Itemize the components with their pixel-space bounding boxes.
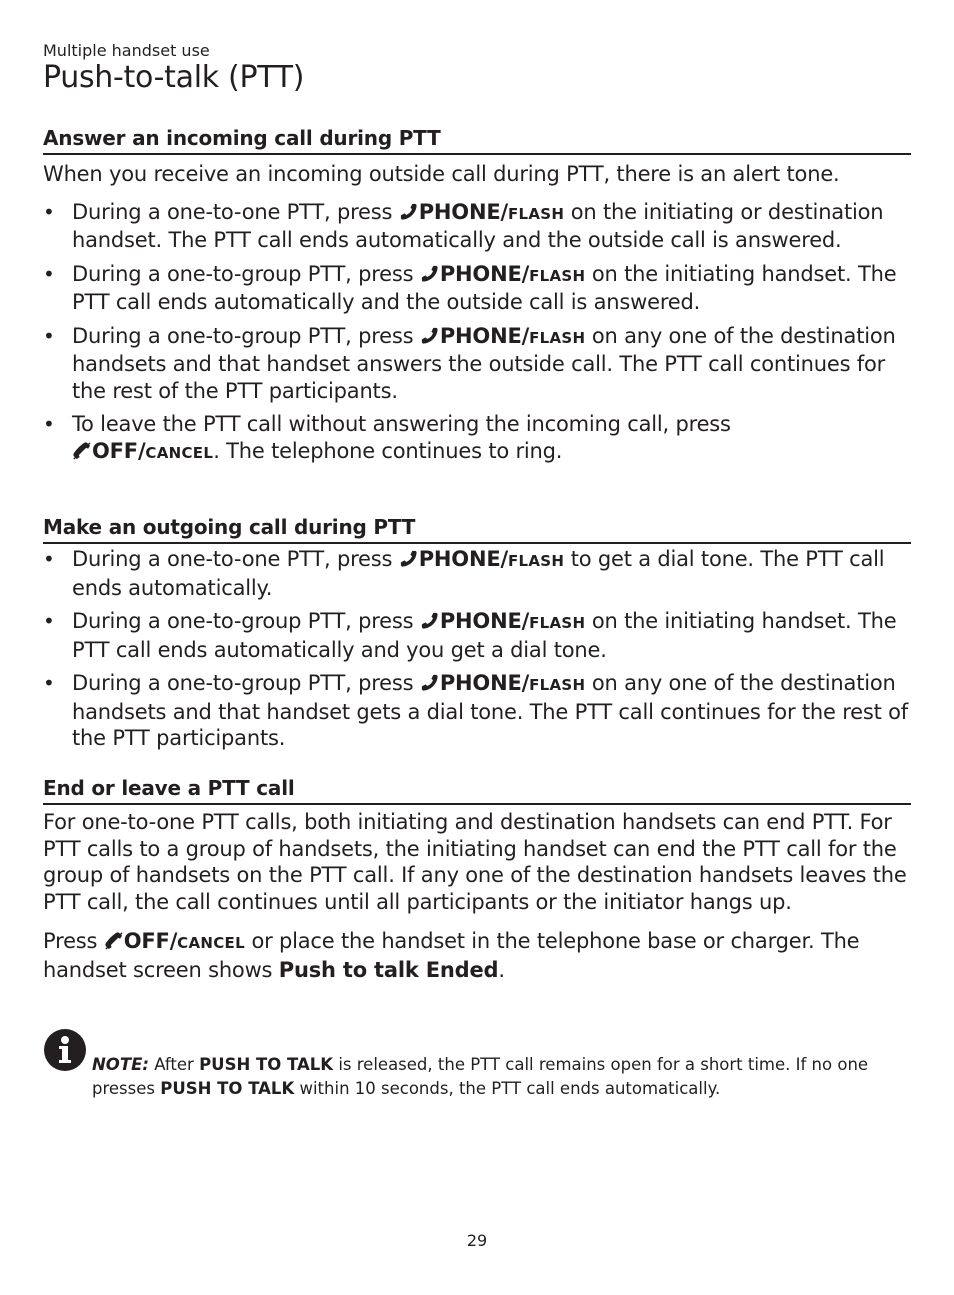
section-heading: Make an outgoing call during PTT	[43, 515, 911, 544]
phone-flash-key: PHONE/FLASH	[420, 609, 586, 633]
item-text: During a one-to-group PTT, press	[72, 671, 420, 695]
section-heading: End or leave a PTT call	[43, 776, 911, 805]
list-item	[43, 199, 911, 254]
key-name: PUSH TO TALK	[160, 1079, 295, 1098]
page-title: Push-to-talk (PTT)	[43, 60, 305, 95]
phone-flash-key: PHONE/FLASH	[399, 200, 565, 224]
item-text: During a one-to-one PTT, press	[72, 547, 399, 571]
phone-flash-key: PHONE/FLASH	[399, 547, 565, 571]
item-text: During a one-to-one PTT, press	[72, 199, 399, 224]
section-make-outgoing	[43, 515, 911, 759]
bullet-list	[43, 546, 911, 752]
list-item	[43, 670, 911, 752]
phone-icon	[420, 673, 439, 692]
item-text: to get a dial tone. The PTT call ends automatically.	[72, 547, 885, 600]
note-text: NOTE: After PUSH TO TALK is released, the PTT call remains open for a short time. If no one presses PUSH TO TALK within 10 seconds, the PTT call ends automatically.	[92, 1055, 869, 1098]
off-cancel-key: OFF/CANCEL	[72, 439, 213, 463]
item-text: on the initiating handset. The PTT call ends automatically and the outside call is answered.	[72, 261, 897, 314]
phone-icon	[420, 326, 439, 345]
section-heading: Answer an incoming call during PTT	[43, 126, 911, 155]
phone-flash-key: PHONE/FLASH	[420, 671, 586, 695]
item-text: on the initiating handset. The PTT call ends automatically and you get a dial tone.	[72, 609, 897, 662]
hang-up-icon	[72, 441, 91, 460]
info-icon	[43, 1028, 89, 1074]
section-intro: When you receive an incoming outside call during PTT, there is an alert tone.	[43, 162, 840, 186]
phone-icon	[420, 611, 439, 630]
page-number: 29	[466, 1231, 488, 1250]
section-paragraph: Press OFF/CANCEL or place the handset in the telephone base or charger. The handset screen shows Push to talk Ended.	[43, 929, 860, 982]
phone-icon	[399, 549, 418, 568]
off-cancel-key: OFF/CANCEL	[104, 929, 245, 953]
item-text: on any one of the destination handsets and that handset gets a dial tone. The PTT call continues for the rest of the PTT participants.	[72, 671, 908, 750]
phone-flash-key: PHONE/FLASH	[420, 262, 586, 286]
list-item	[43, 411, 911, 466]
item-text: on the initiating or destination handset. The PTT call ends automatically and the outside call is answered.	[72, 199, 884, 252]
item-text: During a one-to-group PTT, press	[72, 609, 420, 633]
phone-icon	[399, 202, 418, 221]
list-item	[43, 546, 911, 601]
phone-icon	[420, 264, 439, 283]
bullet-list	[43, 199, 911, 467]
section-answer-incoming	[43, 126, 911, 473]
item-text: During a one-to-group PTT, press	[72, 261, 420, 286]
hang-up-icon	[104, 931, 123, 950]
list-item	[43, 608, 911, 663]
item-text: To leave the PTT call without answering the incoming call, press	[72, 412, 731, 436]
item-text: on any one of the destination handsets and that handset answers the outside call. The PTT call continues for the rest of the PTT participants.	[72, 323, 896, 403]
item-text: During a one-to-group PTT, press	[72, 323, 420, 348]
section-end-call	[43, 776, 911, 983]
item-text: . The telephone continues to ring.	[213, 438, 563, 463]
phone-flash-key: PHONE/FLASH	[420, 324, 586, 348]
key-name: PUSH TO TALK	[199, 1055, 334, 1074]
section-paragraph: For one-to-one PTT calls, both initiating and destination handsets can end PTT. For PTT calls to a group of handsets, the initiating handset can end the PTT call for the group of handsets on the PTT call. If any one of the destination handsets leaves the PTT call, the call continues until all participants or the initiator hangs up.	[43, 810, 907, 914]
section-eyebrow: Multiple handset use	[43, 41, 210, 60]
screen-message: Push to talk Ended	[278, 957, 499, 982]
list-item	[43, 323, 911, 405]
list-item	[43, 261, 911, 316]
